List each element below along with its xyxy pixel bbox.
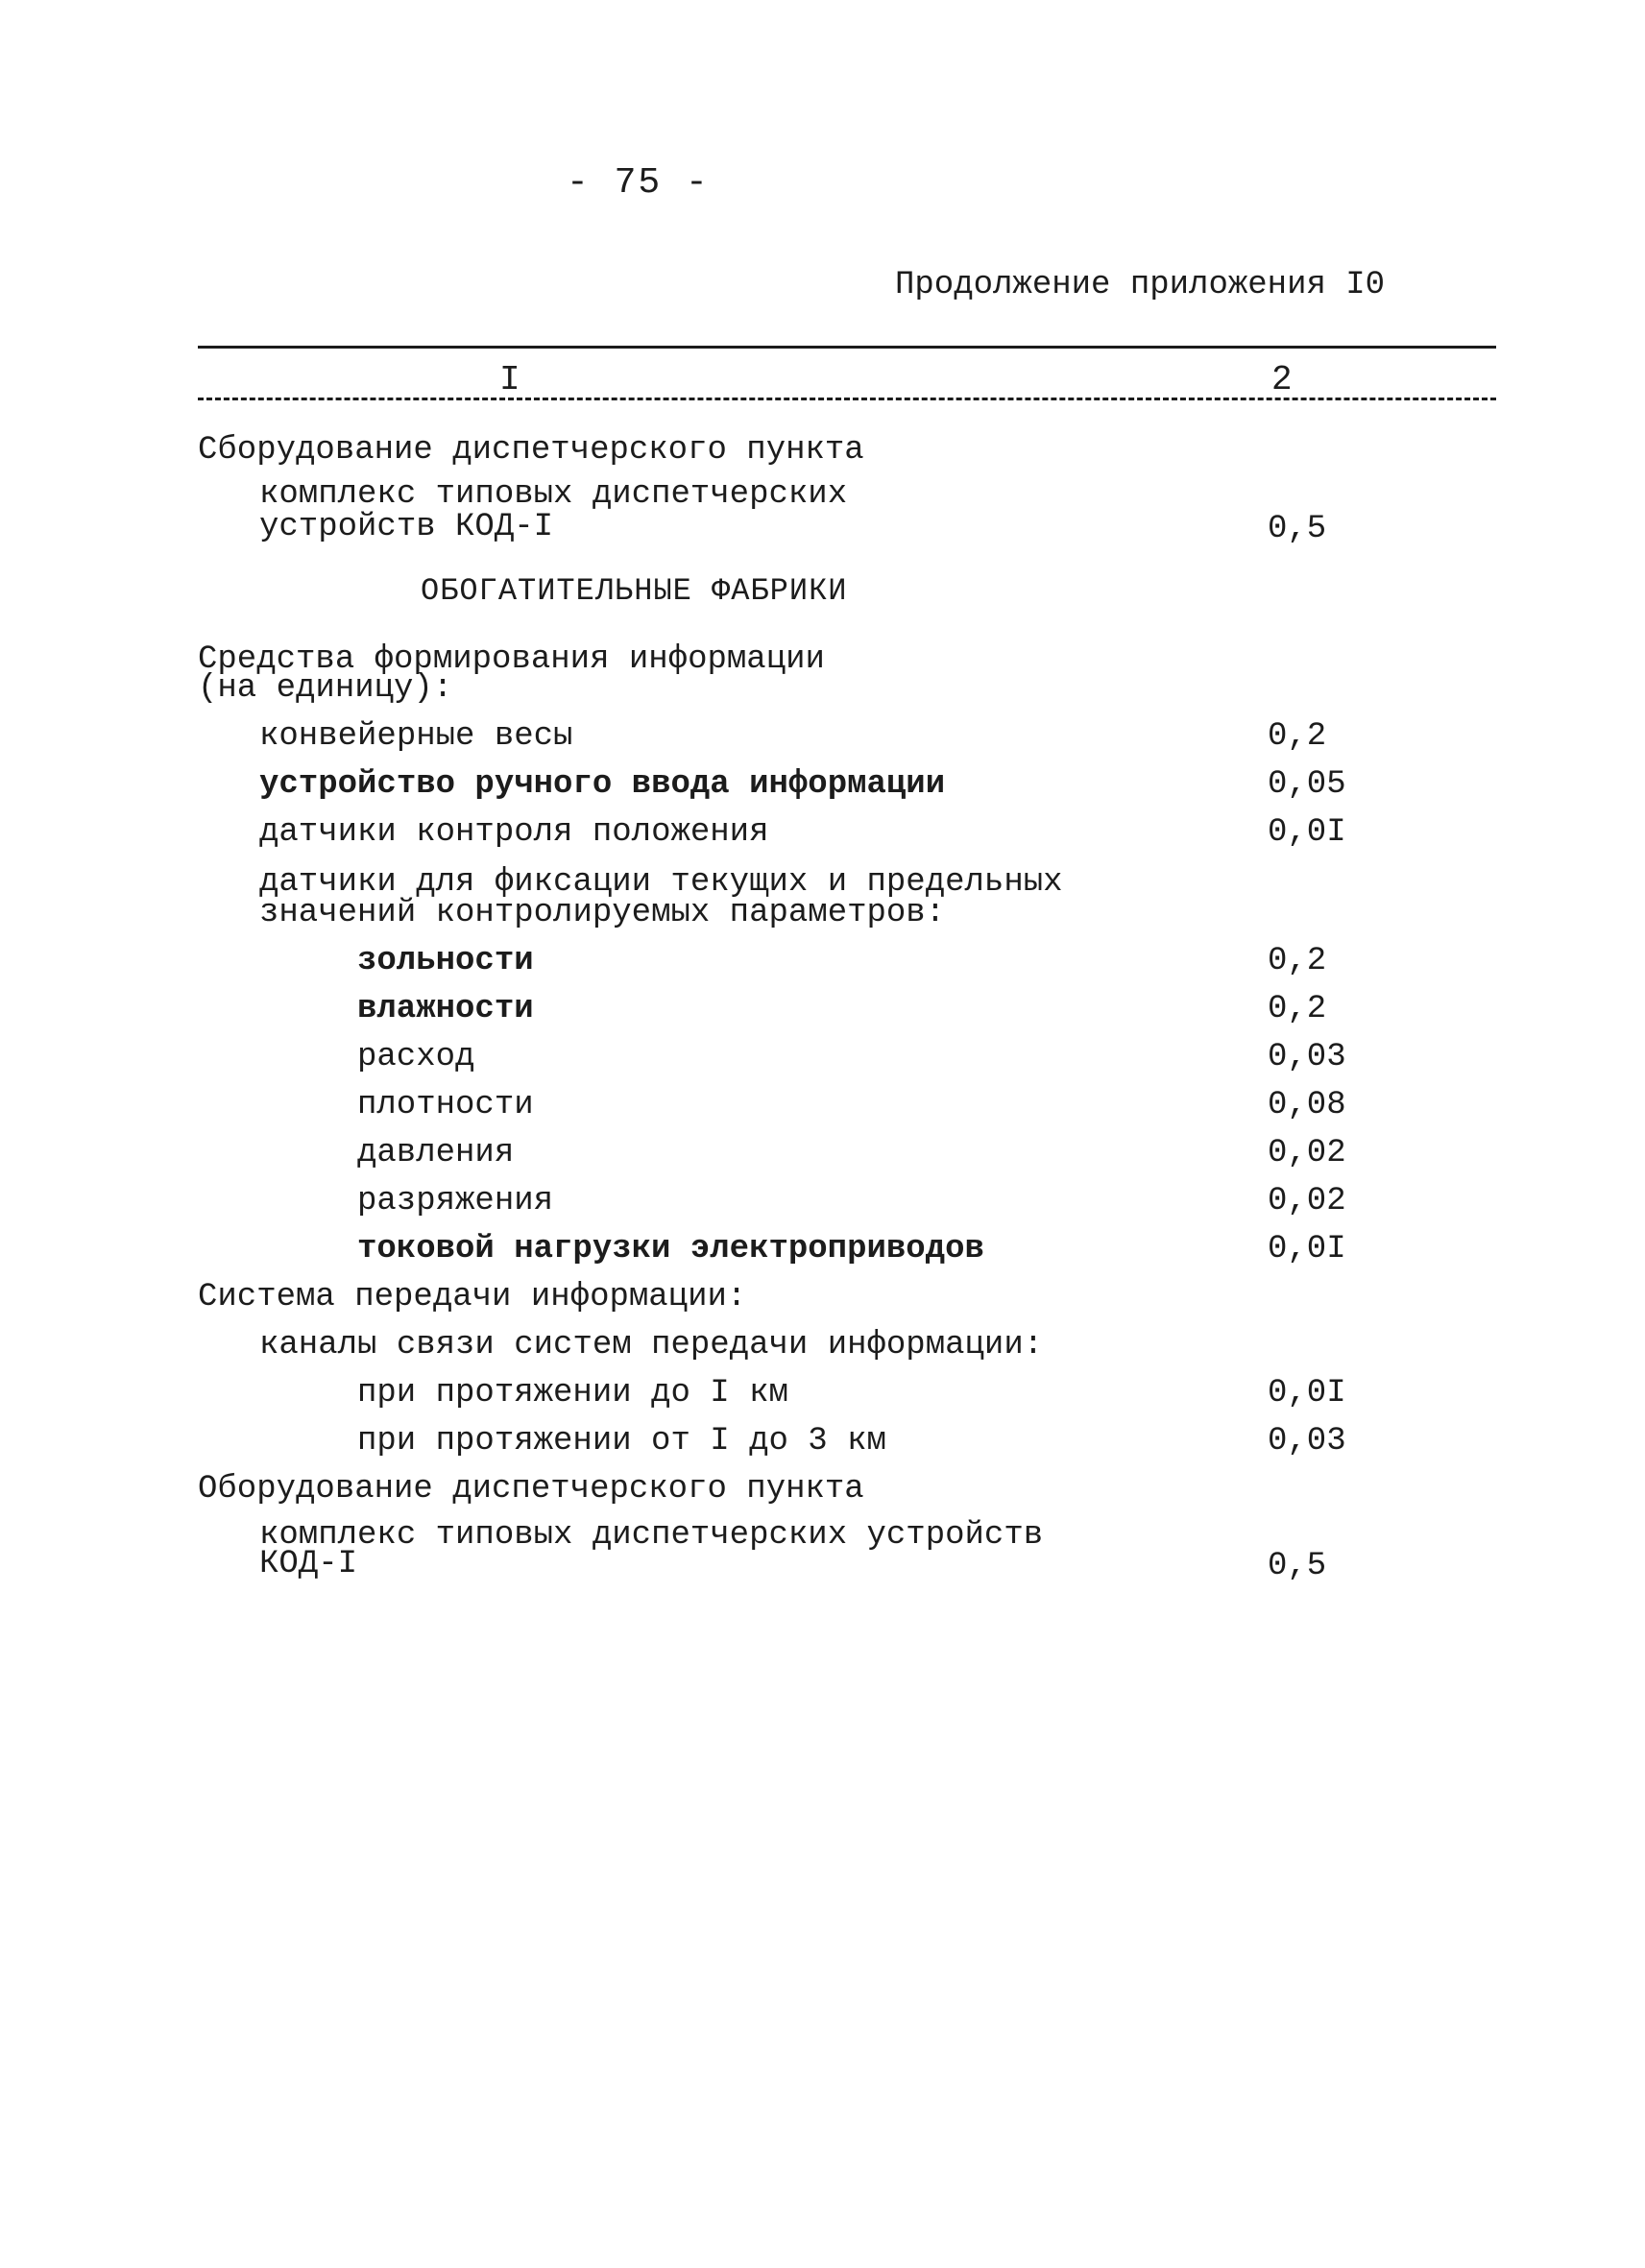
transmission-sub: каналы связи систем передачи информации: — [259, 1327, 1044, 1363]
param-item: давления — [357, 1135, 515, 1171]
param-item: плотности — [357, 1087, 534, 1123]
transmission-item: при протяжении от I до 3 км — [357, 1423, 886, 1460]
block1-item-line2: устройств КОД-I — [259, 509, 554, 545]
param-item: зольности — [357, 943, 534, 979]
means-heading-line2: (на единицу): — [198, 670, 453, 707]
transmission-value: 0,0I — [1268, 1375, 1346, 1411]
column-header-1: I — [494, 363, 526, 398]
sensors-line1: датчики для фиксации текущих и предельных — [259, 864, 1063, 901]
block1-heading: Сборудование диспетчерского пункта — [198, 432, 864, 469]
block2-item-line1: комплекс типовых диспетчерских устройств — [259, 1517, 1044, 1554]
param-value: 0,2 — [1268, 991, 1327, 1027]
block1-item-value: 0,5 — [1268, 511, 1327, 547]
column-header-2: 2 — [1266, 363, 1298, 398]
param-value: 0,0I — [1268, 1231, 1346, 1267]
transmission-value: 0,03 — [1268, 1423, 1346, 1460]
transmission-item: при протяжении до I км — [357, 1375, 788, 1411]
table-top-rule — [198, 346, 1496, 349]
param-item: расход — [357, 1039, 475, 1075]
param-item: разряжения — [357, 1183, 554, 1219]
block2-item-line2: КОД-I — [259, 1546, 358, 1582]
sensors-line2: значений контролируемых параметров: — [259, 895, 946, 931]
list-item: устройство ручного ввода информации — [259, 766, 946, 803]
means-heading-line1: Средства формирования информации — [198, 641, 825, 678]
block2-item-value: 0,5 — [1268, 1548, 1327, 1584]
section-title: ОБОГАТИТЕЛЬНЫЕ ФАБРИКИ — [421, 573, 848, 609]
param-value: 0,08 — [1268, 1087, 1346, 1123]
list-item-value: 0,05 — [1268, 766, 1346, 803]
continuation-title: Продолжение приложения I0 — [895, 267, 1386, 303]
param-value: 0,02 — [1268, 1135, 1346, 1171]
list-item-value: 0,2 — [1268, 718, 1327, 755]
param-item: токовой нагрузки электроприводов — [357, 1231, 984, 1267]
table-header-rule — [198, 398, 1496, 400]
param-value: 0,2 — [1268, 943, 1327, 979]
param-item: влажности — [357, 991, 534, 1027]
block2-heading: Оборудование диспетчерского пункта — [198, 1471, 864, 1508]
transmission-heading: Система передачи информации: — [198, 1279, 747, 1315]
param-value: 0,02 — [1268, 1183, 1346, 1219]
param-value: 0,03 — [1268, 1039, 1346, 1075]
block1-item-line1: комплекс типовых диспетчерских — [259, 476, 848, 513]
list-item: конвейерные весы — [259, 718, 573, 755]
list-item-value: 0,0I — [1268, 814, 1346, 851]
list-item: датчики контроля положения — [259, 814, 769, 851]
page-number: - 75 - — [567, 162, 710, 204]
